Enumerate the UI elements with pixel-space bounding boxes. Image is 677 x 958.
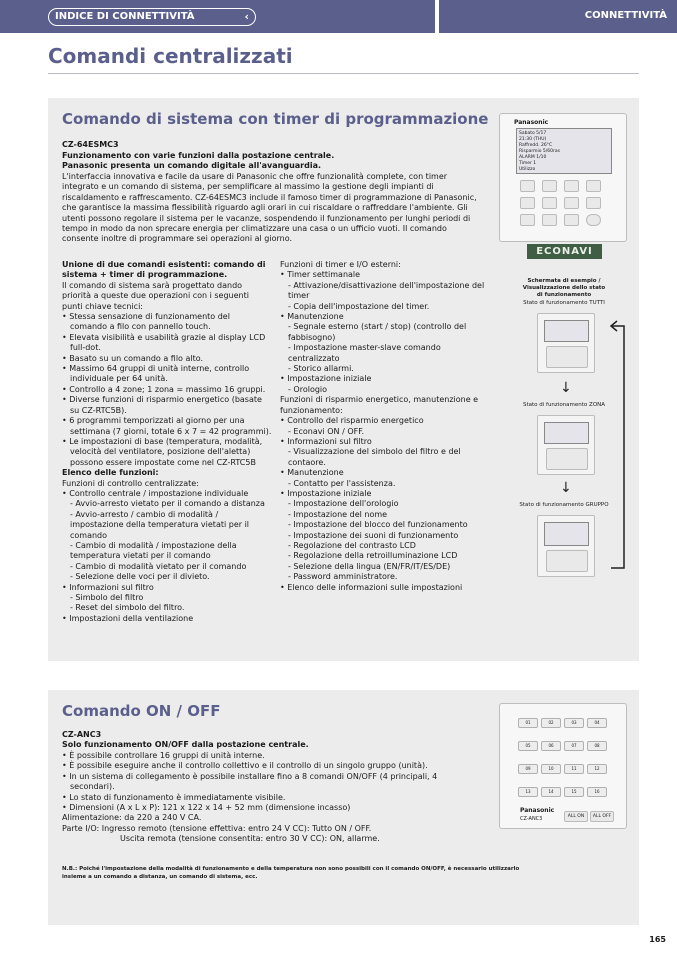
caption-line: di funzionamento [536,292,592,298]
text-line: • È possibile eseguire anche il controllo collettivo e il controllo di un singolo gruppo (unità). [62,761,428,771]
section-bar [439,0,677,33]
section-label: CONNETTIVITÀ [584,10,667,21]
text-line: - Reset del simbolo del filtro. [70,603,185,613]
text-line: Alimentazione: da 220 a 240 V CA. [62,813,202,823]
intro-line: integrato e un comando di sistema, per semplificare al massimo la gestione degli impianti di [62,182,434,192]
group-button: 03 [564,718,584,728]
text-line: comando a filo con pannello touch. [70,322,211,332]
intro-line: L'interfaccia innovativa e facile da usare di Panasonic che offre funzionalità complete, con timer [62,172,448,181]
text-line: temperatura vietati per il comando [70,551,211,561]
text-line: impostazione della temperatura vietati per il [70,520,250,530]
device-button [542,180,557,192]
screen-zona-image [537,415,595,475]
text-line: secondari). [70,782,115,792]
text-line: • Impostazione iniziale [280,374,372,384]
text-line: - Econavi ON / OFF. [288,426,365,436]
index-link[interactable] [48,8,256,26]
text-line: velocità del ventilatore, posizione dell'aletta) [70,447,251,457]
group-button: 11 [564,764,584,774]
group-button: 15 [564,787,584,797]
return-arrow-icon [608,318,630,573]
text-line: • Controllo del risparmio energetico [280,416,424,426]
text-line: • Stessa sensazione di funzionamento del [62,312,230,322]
section2-model: CZ-ANC3 [62,730,102,739]
screen-line: Sabato 5/17 [519,131,547,136]
text-line: Funzioni di timer e I/O esterni: [280,260,401,269]
text-line: - Segnale esterno (start / stop) (controllo del [288,322,467,332]
text-line: full-dot. [70,343,101,353]
screen-line: Timer 1 [519,161,537,166]
device-button [564,197,579,209]
index-label: INDICE DI CONNETTIVITÀ [55,11,195,22]
text-line: - Impostazione dell'orologio [288,499,399,509]
onoff-model-label: CZ-ANC3 [520,816,543,822]
note-line: insieme a un comando a distanza, un comando di sistema, ecc. [62,874,258,880]
section1-model: CZ-64ESMC3 [62,140,119,149]
intro-line: riscaldamento e raffrescamento. CZ-64ESMC3 include il famoso timer di programmazione di Panasonic, [62,192,477,202]
text-line: - Simbolo del filtro [70,593,144,602]
text-line: - Avvio-arresto / cambio di modalità / [70,509,219,519]
group-button: 04 [587,718,607,728]
text-line: settimana (7 giorni, totale 6 x 7 = 42 programmi). [70,426,272,436]
text-line: - Impostazione dei suoni di funzionamento [288,530,459,540]
text-line: • 6 programmi temporizzati al giorno per una [62,416,245,426]
device-screen [516,128,612,174]
text-line: • Manutenzione [280,312,344,322]
device-button [542,214,557,226]
text-line: - Regolazione del contrasto LCD [288,540,416,550]
text-line: Unione di due comandi esistenti: comando di [62,260,266,269]
text-line: su CZ-RTC5B). [70,405,127,415]
text-line: funzionamento: [280,405,343,415]
text-line: fabbisogno) [288,332,336,342]
text-line: - Impostazione del nome [288,509,388,519]
intro-line: utenti possono regolare il sistema per le vacanze, sospendendo il funzionamento per lunghi periodi di [62,213,471,223]
section1-right-column [280,260,495,593]
caption-line: Schermata di esempio / [527,278,601,284]
text-line: • Elenco delle informazioni sulle impostazioni [280,582,463,592]
onoff-brand: Panasonic [520,807,555,814]
screen-line: Risparmio 5/60ras [519,149,560,154]
screen-line: Utilizzo [519,167,536,172]
header-bar [0,0,435,33]
text-line: Uscita remota (tensione consentita: entro 30 V CC): ON, allarme. [120,834,380,844]
text-line: - Password amministratore. [288,572,398,582]
text-line: sistema + timer di programmazione. [62,270,228,280]
group-button: 12 [587,764,607,774]
page-number: 165 [649,935,666,944]
text-line: - Orologio [288,384,328,394]
onoff-controller-image [499,703,627,829]
title-divider [48,73,639,74]
text-line: • Informazioni sul filtro [280,436,372,446]
text-line: - Impostazione del blocco del funzionamento [288,520,468,530]
text-line: - Attivazione/disattivazione dell'impostazione del [288,280,485,290]
screen-line: 21:30 (THU) [519,137,547,142]
screen-line: ALARM 1/10 [519,155,547,160]
text-line: comando [70,530,108,540]
intro-line: che garantisce la massima flessibilità riguardo agli orari in cui riscaldare o raffreddare l'ambiente. Gli [62,203,468,213]
group-button: 09 [518,764,538,774]
group-button: 16 [587,787,607,797]
text-line: • Controllo centrale / impostazione individuale [62,488,249,498]
group-button: 01 [518,718,538,728]
text-line: • Elevata visibilità e usabilità grazie al display LCD [62,332,266,342]
text-line: • Timer settimanale [280,270,361,280]
section1-subtitle2: Panasonic presenta un comando digitale all'avanguardia. [62,161,322,170]
section2-note [62,865,520,881]
text-line: priorità a queste due operazioni con i seguenti [62,291,249,301]
arrow-down-icon: ↓ [560,480,572,496]
device-button [586,180,601,192]
caption-example [510,278,618,299]
text-line: • Basato su un comando a filo alto. [62,353,204,363]
device-button [520,214,535,226]
all-on-button: ALL ON [564,811,588,822]
section1-intro [62,172,492,245]
note-line: N.B.: Poiché l'impostazione della modalità di funzionamento e della temperatura non sono possibili con il comando ON/OFF, è necessario utilizzarlo [62,866,520,872]
caption-zona: Stato di funzionamento ZONA [522,402,606,408]
text-line: - Contatto per l'assistenza. [288,478,396,488]
group-button: 05 [518,741,538,751]
text-line: • È possibile controllare 16 gruppi di unità interne. [62,751,265,760]
device-button [586,214,601,226]
text-line: • In un sistema di collegamento è possibile installare fino a 8 comandi ON/OFF (4 principali, 4 [62,771,438,781]
text-line: - Selezione delle voci per il divieto. [70,572,210,582]
text-line: • Impostazioni della ventilazione [62,613,194,623]
text-line: - Cambio di modalità / impostazione della [70,540,237,550]
text-line: Funzioni di controllo centralizzate: [62,478,199,488]
section2-body [62,751,492,845]
text-line: possono essere impostate come nel CZ-RTC5B [70,457,256,467]
caption-tutti: Stato di funzionamento TUTTI [523,300,605,306]
text-line: • Lo stato di funzionamento è immediatamente visibile. [62,792,286,802]
text-line: Il comando di sistema sarà progettato dando [62,280,243,290]
text-line: • Impostazione iniziale [280,488,372,498]
caption-gruppo: Stato di funzionamento GRUPPO [519,502,609,508]
group-button: 02 [541,718,561,728]
group-button: 08 [587,741,607,751]
text-line: - Cambio di modalità vietato per il comando [70,561,247,571]
caption-line: Visualizzazione dello stato [522,285,606,291]
text-line: - Storico allarmi. [288,364,354,374]
device-button [586,197,601,209]
group-button: 13 [518,787,538,797]
text-line: - Selezione della lingua (EN/FR/IT/ES/DE) [288,561,451,571]
text-line: Funzioni di risparmio energetico, manutenzione e [280,395,479,405]
device-button [520,197,535,209]
text-line: Elenco delle funzioni: [62,468,159,478]
screen-tutti-image [537,313,595,373]
text-line: Parte I/O: Ingresso remoto (tensione effettiva: entro 24 V CC): Tutto ON / OFF. [62,823,372,833]
text-line: • Le impostazioni di base (temperatura, modalità, [62,436,263,446]
device-brand: Panasonic [514,119,549,126]
group-button: 07 [564,741,584,751]
section2-subtitle: Solo funzionamento ON/OFF dalla postazione centrale. [62,740,309,749]
screen-line: Raffredd. 26°C [519,143,553,148]
device-button [520,180,535,192]
text-line: • Informazioni sul filtro [62,582,154,592]
intro-line: tempo in modo da non sprecare energia per climatizzare una casa o un ufficio vuoti. Il comando [62,224,447,234]
device-button [564,214,579,226]
text-line: centralizzato [288,353,340,363]
system-controller-image [499,113,627,242]
section2-title: Comando ON / OFF [62,702,221,720]
screen-gruppo-image [537,515,595,577]
text-line: • Diverse funzioni di risparmio energetico (basate [62,395,262,405]
all-off-button: ALL OFF [590,811,614,822]
page-title: Comandi centralizzati [48,44,293,68]
device-button [542,197,557,209]
group-button: 06 [541,741,561,751]
text-line: - Regolazione della retroilluminazione LCD [288,551,458,561]
text-line: - Visualizzazione del simbolo del filtro e del [288,447,461,457]
chevron-left-icon: ‹ [244,10,249,23]
intro-line: consente inoltre di programmare sei operazioni al giorno. [62,234,292,244]
section1-title: Comando di sistema con timer di programmazione [62,110,489,128]
text-line: - Copia dell'impostazione del timer. [288,301,430,311]
section1-subtitle1: Funzionamento con varie funzioni dalla postazione centrale. [62,151,335,160]
econavi-logo: ECONAVI [527,244,602,259]
text-line: contaore. [288,457,326,467]
text-line: individuale per 64 unità. [70,374,168,384]
group-button: 14 [541,787,561,797]
text-line: punti chiave tecnici: [62,301,143,311]
text-line: • Massimo 64 gruppi di unità interne, controllo [62,364,250,374]
text-line: • Controllo a 4 zone; 1 zona = massimo 16 gruppi. [62,384,266,394]
section1-left-column [62,260,277,624]
device-button [564,180,579,192]
group-button: 10 [541,764,561,774]
text-line: - Avvio-arresto vietato per il comando a distanza [70,499,265,509]
text-line: • Dimensioni (A x L x P): 121 x 122 x 14 + 52 mm (dimensione incasso) [62,803,351,813]
text-line: • Manutenzione [280,468,344,478]
arrow-down-icon: ↓ [560,380,572,396]
text-line: timer [288,291,310,301]
text-line: - Impostazione master-slave comando [288,343,441,353]
